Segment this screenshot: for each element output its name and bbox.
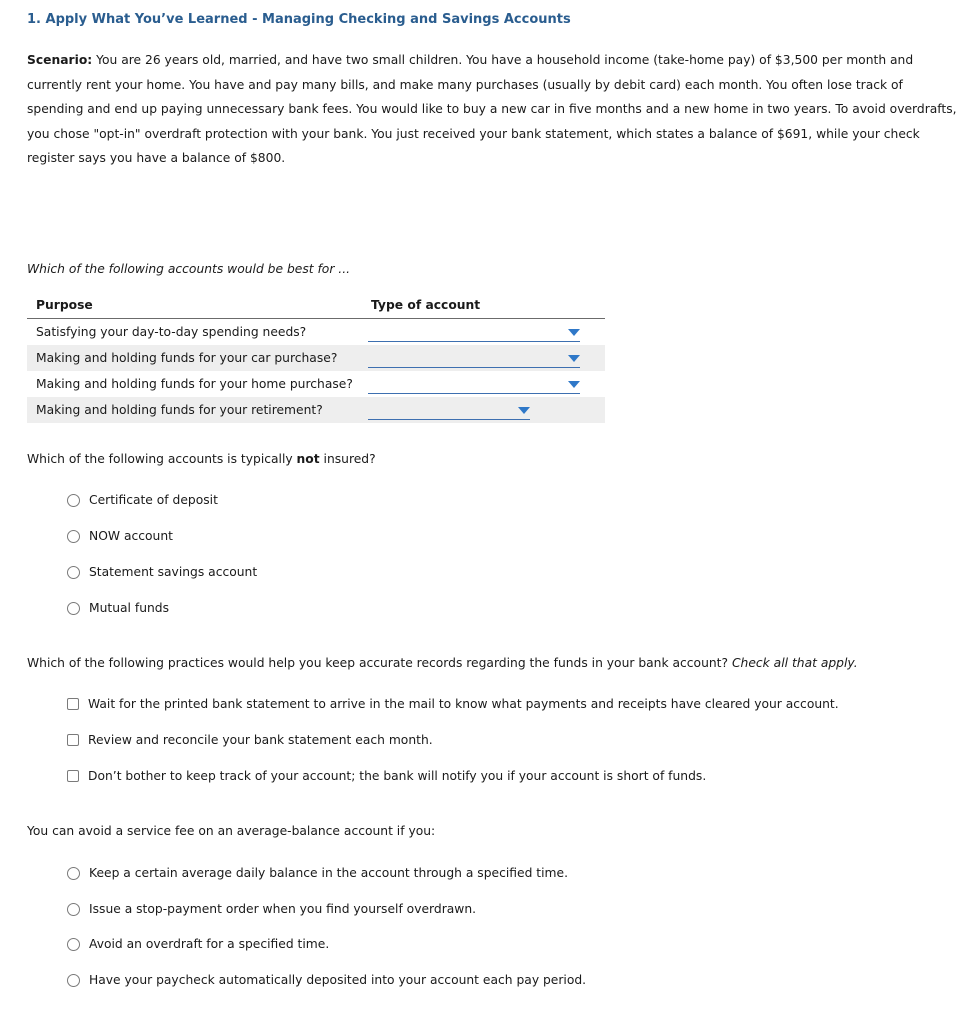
radio-button[interactable] xyxy=(67,530,80,543)
option-label: Statement savings account xyxy=(89,565,258,579)
checkbox-option-wait-for-statement[interactable] xyxy=(67,697,839,711)
purpose-cell: Making and holding funds for your home purchase? xyxy=(36,377,353,391)
radio-option-average-balance[interactable] xyxy=(67,866,568,880)
service-fee-question-prompt: You can avoid a service fee on an average-balance account if you: xyxy=(27,824,436,838)
dropdown-arrow-icon xyxy=(568,329,580,336)
prompt-instruction: Check all that apply. xyxy=(731,656,858,670)
checkbox-option-reconcile[interactable] xyxy=(67,733,433,747)
checkbox[interactable] xyxy=(67,770,79,782)
prompt-emphasis: not xyxy=(296,452,320,466)
radio-option-certificate-of-deposit[interactable] xyxy=(67,493,218,507)
purpose-cell: Making and holding funds for your car purchase? xyxy=(27,345,362,371)
account-type-dropdown[interactable] xyxy=(368,323,580,342)
radio-button[interactable] xyxy=(67,494,80,507)
table-row xyxy=(27,319,605,346)
option-label: Avoid an overdraft for a specified time. xyxy=(89,937,330,951)
option-label: Mutual funds xyxy=(89,601,170,615)
option-label: Issue a stop-payment order when you find yourself overdrawn. xyxy=(89,902,477,916)
radio-button[interactable] xyxy=(67,903,80,916)
checkbox-option-dont-track[interactable] xyxy=(67,769,706,783)
scenario-label: Scenario: xyxy=(27,53,93,67)
option-label: Wait for the printed bank statement to arrive in the mail to know what payments and receipts have cleared your account. xyxy=(88,697,839,711)
table-row xyxy=(27,345,605,371)
option-label: Certificate of deposit xyxy=(89,493,218,507)
purpose-header: Purpose xyxy=(27,293,362,319)
checkbox[interactable] xyxy=(67,734,79,746)
radio-button[interactable] xyxy=(67,938,80,951)
radio-button[interactable] xyxy=(67,867,80,880)
prompt-text: insured? xyxy=(319,452,376,466)
dropdown-arrow-icon xyxy=(568,355,580,362)
purpose-cell: Making and holding funds for your retirement? xyxy=(27,397,362,423)
radio-option-direct-deposit[interactable] xyxy=(67,973,586,987)
radio-option-avoid-overdraft[interactable] xyxy=(67,937,329,951)
records-question-prompt xyxy=(27,656,858,670)
purpose-cell: Satisfying your day-to-day spending needs? xyxy=(36,325,307,339)
table-row xyxy=(27,397,605,423)
radio-button[interactable] xyxy=(67,974,80,987)
table-row xyxy=(27,371,605,397)
checkbox[interactable] xyxy=(67,698,79,710)
account-type-dropdown[interactable] xyxy=(368,401,530,420)
question-title: 1. Apply What You’ve Learned - Managing Checking and Savings Accounts xyxy=(27,12,571,27)
option-label: Don’t bother to keep track of your account; the bank will notify you if your account is short of funds. xyxy=(88,769,707,783)
scenario-paragraph xyxy=(27,48,957,171)
dropdown-arrow-icon xyxy=(568,381,580,388)
option-label: Have your paycheck automatically deposited into your account each pay period. xyxy=(89,973,587,987)
radio-button[interactable] xyxy=(67,602,80,615)
account-type-dropdown[interactable] xyxy=(368,375,580,394)
radio-option-now-account[interactable] xyxy=(67,529,173,543)
account-type-dropdown[interactable] xyxy=(368,349,580,368)
scenario-text: You are 26 years old, married, and have two small children. You have a household income (take-home pay) of $3,500 per month and currently rent your home. You have and pay many bills, and make many purchases (usually by debit card) each month. You often lose track of spending and end up paying unnecessary bank fees. You would like to buy a new car in five months and a new home in two years. To avoid overdrafts, you chose "opt-in" overdraft protection with your bank. You just received your bank statement, which states a balance of $691, while your check register says you have a balance of $800. xyxy=(27,53,957,165)
radio-option-mutual-funds[interactable] xyxy=(67,601,169,615)
option-label: Review and reconcile your bank statement each month. xyxy=(88,733,433,747)
radio-option-statement-savings[interactable] xyxy=(67,565,257,579)
insured-question-prompt xyxy=(27,452,376,466)
dropdown-arrow-icon xyxy=(518,407,530,414)
option-label: NOW account xyxy=(89,529,173,543)
radio-button[interactable] xyxy=(67,566,80,579)
account-type-table xyxy=(27,293,605,423)
prompt-text: Which of the following practices would help you keep accurate records regarding the funds in your bank account? xyxy=(27,656,732,670)
type-of-account-header: Type of account xyxy=(362,293,605,319)
prompt-text: Which of the following accounts is typically xyxy=(27,452,297,466)
radio-option-stop-payment[interactable] xyxy=(67,902,476,916)
accounts-question-prompt: Which of the following accounts would be best for ... xyxy=(27,262,351,276)
option-label: Keep a certain average daily balance in the account through a specified time. xyxy=(89,866,568,880)
